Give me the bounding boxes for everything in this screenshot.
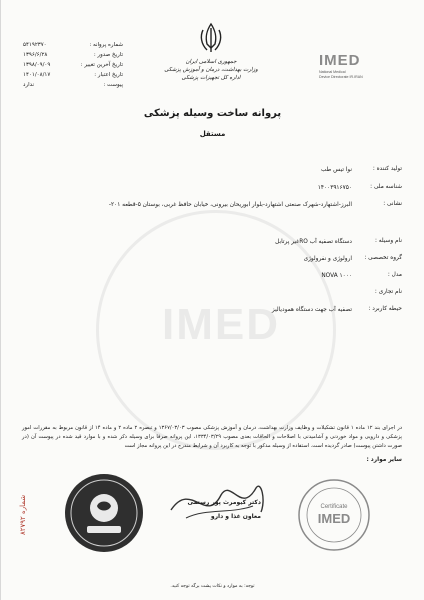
address-value: البرز-اشتهارد-شهرک صنعتی اشتهارد-بلوار ابوریحان بیرونی، خیابان حافظ غربی، بوستان ۵-قطعه ۲۰۱- — [108, 202, 352, 208]
license-meta — [23, 40, 123, 90]
model-value: NOVA ۱۰۰۰ — [321, 273, 352, 279]
cert-seal-top: Certificate — [320, 504, 348, 510]
attachment-row — [23, 80, 123, 90]
legal-paragraph — [22, 424, 402, 465]
manufacturer-field — [22, 166, 402, 175]
issue-date-row — [23, 50, 123, 60]
ministry-line-1: جمهوری اسلامی ایران — [185, 59, 237, 65]
issue-date-label: تاریخ صدور : — [93, 52, 123, 58]
imed-subtitle — [319, 70, 399, 80]
license-number: ۵۴۱۹۲۳۷۰ — [23, 42, 47, 48]
signatory-name: دکتر کیومرث پور رستمی — [187, 499, 261, 506]
brand-value — [22, 289, 352, 295]
document-title: پروانه ساخت وسیله پزشکی — [143, 108, 282, 119]
ministry-line-2: وزارت بهداشت، درمان و آموزش پزشکی — [164, 67, 258, 73]
brand-label: نام تجاری : — [374, 289, 402, 295]
device-label: نام وسیله : — [374, 238, 402, 244]
last-change-row — [23, 60, 123, 70]
specialty-value: ارولوژی و نفرولوژی — [303, 256, 352, 262]
attachment-label: پیوست : — [103, 82, 123, 88]
last-change-label: تاریخ آخرین تغییر : — [80, 62, 123, 68]
imed-logo — [319, 52, 399, 80]
address-label: نشانی : — [383, 201, 402, 207]
expiry-date: ۱۴۰۱/۰۸/۱۷ — [23, 72, 51, 78]
license-number-row — [23, 40, 123, 50]
last-change-date: ۱۳۹۸/۰۹/۰۹ — [23, 62, 51, 68]
other-items-label: سایر موارد : — [366, 456, 402, 463]
model-label: مدل : — [387, 272, 402, 278]
national-id-label: شناسه ملی : — [370, 184, 402, 190]
usage-value: تصفیه آب جهت دستگاه همودیالیز — [271, 307, 352, 313]
manufacturer-label: تولید کننده : — [372, 166, 402, 172]
signature-block — [166, 496, 261, 524]
brand-field — [22, 289, 402, 295]
license-number-label: شماره پروانه : — [89, 42, 123, 48]
device-field — [22, 238, 402, 247]
issue-date: ۱۳۹۶/۶/۲۸ — [23, 52, 48, 58]
ministry-line-3: اداره کل تجهیزات پزشکی — [181, 75, 241, 81]
ministry-header — [151, 58, 271, 82]
usage-field — [22, 306, 402, 315]
certificate-seal-icon — [297, 478, 371, 552]
national-id-value: ۱۴۰۰۳۹۱۶۷۵۰ — [317, 185, 352, 191]
ministry-seal-icon — [63, 472, 145, 554]
address-field — [22, 201, 402, 210]
usage-label: حیطه کاربرد : — [368, 306, 402, 312]
expiry-row — [23, 70, 123, 80]
manufacturer-value: نوا تیس طب — [321, 167, 352, 173]
cert-seal-center: IMED — [317, 511, 351, 526]
national-id-field — [22, 184, 402, 193]
iran-emblem-icon — [197, 22, 225, 54]
specialty-field — [22, 255, 402, 264]
footer-note: توجه: به موارد و نکات پشت برگه توجه کنید. — [170, 584, 255, 589]
device-value: دستگاه تصفیه آب ROغیر پرتابل — [275, 239, 352, 245]
signatory-title: معاون غذا و دارو — [210, 513, 261, 520]
legal-text: در اجرای بند ۱۲ ماده ۱ قانون تشکیلات و وظایف وزارت بهداشت، درمان و آموزش پزشکی مصوب ۱۳۶۷/۰۳/۰۳ و تبصره ۲ ماده ۲ و ماده ۱۴ از قانون مربوط به مقررات امور پزشکی و دارویی و مواد خوردنی و آشامیدنی با اصلاحات و الحاقات بعدی مصوب ۱۳۳۴/۰۳/۲۹، این پروانه صرفا برای وسیله ذکر شده و با موارد قید شده در پیوست آن (در صورت داشتن پیوست) صادر گردیده است. استفاده از وسیله مذکور با توجه به کاربرد آن و شرایط مندرج در این پروانه مجاز است — [22, 425, 403, 450]
expiry-label: تاریخ اعتبار : — [94, 72, 123, 78]
attachment-value: ندارد — [23, 82, 35, 88]
imed-subtitle-2: Device Directorate IR.IRAN — [319, 75, 363, 79]
watermark-logo: IMED — [162, 300, 280, 349]
document-subtitle: مستقل — [199, 130, 226, 138]
model-field — [22, 272, 402, 281]
imed-subtitle-1: National Medical — [319, 70, 346, 74]
imed-logo-text: IMED — [319, 52, 361, 69]
serial-number: شماره ۸۲۷۹۲ — [19, 494, 27, 536]
specialty-label: گروه تخصصی : — [364, 255, 402, 261]
